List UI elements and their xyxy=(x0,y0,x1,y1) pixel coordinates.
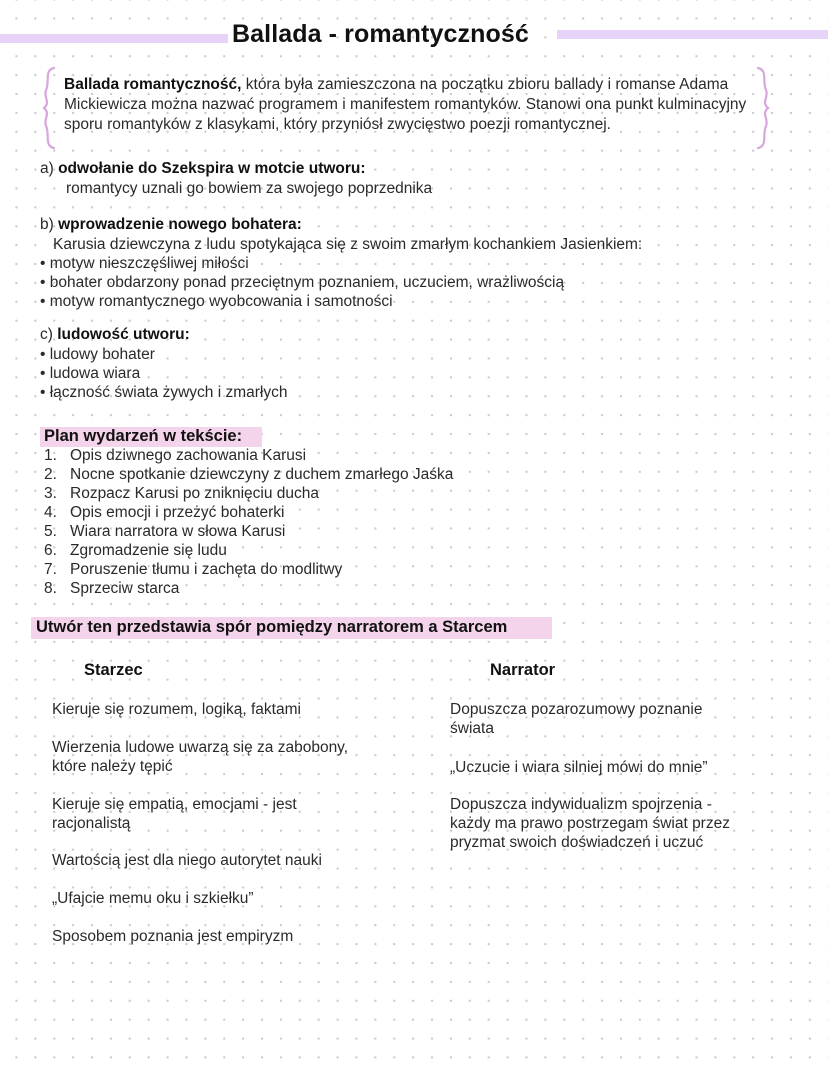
section-a-heading xyxy=(40,160,366,178)
section-c-bullet: • łączność świata żywych i zmarłych xyxy=(40,384,288,401)
plan-item: 3. Rozpacz Karusi po zniknięciu ducha xyxy=(44,485,319,502)
narrator-heading: Narrator xyxy=(490,661,556,679)
intro-text: która była zamieszczona na początku zbioru ballady i romanse Adama Mickiewicza można nazwać programem i manifestem romantyków. Stanowi ona punkt kulminacyjny sporu romantyków z klasykami, który przyniósł zwycięstwo poezji romantycznej. xyxy=(64,76,747,133)
plan-item: 8. Sprzeciw starca xyxy=(44,580,180,597)
section-b-heading xyxy=(40,216,302,234)
plan-item: 6. Zgromadzenie się ludu xyxy=(44,542,227,559)
section-c-heading xyxy=(40,326,190,344)
section-b-bullet: • bohater obdarzony ponad przeciętnym poznaniem, uczuciem, wrażliwością xyxy=(40,274,565,291)
starzec-item: Sposobem poznania jest empiryzm xyxy=(52,928,294,945)
section-c-bullet: • ludowa wiara xyxy=(40,365,141,382)
section-c-title: ludowość utworu: xyxy=(57,326,190,343)
title-highlight-right xyxy=(557,30,828,39)
plan-item: 4. Opis emocji i przeżyć bohaterki xyxy=(44,504,285,521)
left-brace-icon xyxy=(36,66,60,150)
section-b-prefix: b) xyxy=(40,216,59,233)
starzec-item: „Ufajcie memu oku i szkiełku” xyxy=(52,890,254,907)
starzec-item: Kieruje się rozumem, logiką, faktami xyxy=(52,701,301,718)
page-title: Ballada - romantyczność xyxy=(232,20,529,48)
section-b-bullet: • motyw romantycznego wyobcowania i samotności xyxy=(40,293,393,310)
starzec-item: Kieruje się empatią, emocjami - jest racjonalistą xyxy=(52,796,297,832)
section-a-prefix: a) xyxy=(40,160,59,177)
plan-item: 7. Poruszenie tłumu i zachęta do modlitwy xyxy=(44,561,343,578)
section-a-title: odwołanie do Szekspira w motcie utworu: xyxy=(58,160,366,177)
starzec-heading: Starzec xyxy=(84,661,143,679)
title-highlight-left xyxy=(0,34,228,43)
narrator-item: Dopuszcza indywidualizm spojrzenia - każdy ma prawo postrzegam świat przez pryzmat swoich doświadczeń i uczuć xyxy=(450,796,730,851)
comparison-title: Utwór ten przedstawia spór pomiędzy narratorem a Starcem xyxy=(36,618,508,636)
intro-paragraph xyxy=(64,75,756,135)
section-b-text: Karusia dziewczyna z ludu spotykająca się z swoim zmarłym kochankiem Jasienkiem: xyxy=(53,236,643,253)
plan-item: 1. Opis dziwnego zachowania Karusi xyxy=(44,447,307,464)
intro-bold: Ballada romantyczność, xyxy=(64,76,242,93)
narrator-item: Dopuszcza pozarozumowy poznanie świata xyxy=(450,701,703,737)
narrator-item: „Uczucie i wiara silniej mówi do mnie” xyxy=(450,759,708,776)
starzec-item: Wartością jest dla niego autorytet nauki xyxy=(52,852,322,869)
section-a-text: romantycy uznali go bowiem za swojego poprzednika xyxy=(66,180,433,197)
plan-item: 2. Nocne spotkanie dziewczyny z duchem zmarłego Jaśka xyxy=(44,466,454,483)
section-c-bullet: • ludowy bohater xyxy=(40,346,155,363)
section-b-title: wprowadzenie nowego bohatera: xyxy=(58,216,302,233)
section-b-bullet: • motyw nieszczęśliwej miłości xyxy=(40,255,249,272)
section-c-prefix: c) xyxy=(40,326,58,343)
plan-item: 5. Wiara narratora w słowa Karusi xyxy=(44,523,286,540)
plan-title: Plan wydarzeń w tekście: xyxy=(44,427,243,445)
starzec-item: Wierzenia ludowe uwarzą się za zabobony, które należy tępić xyxy=(52,739,349,775)
